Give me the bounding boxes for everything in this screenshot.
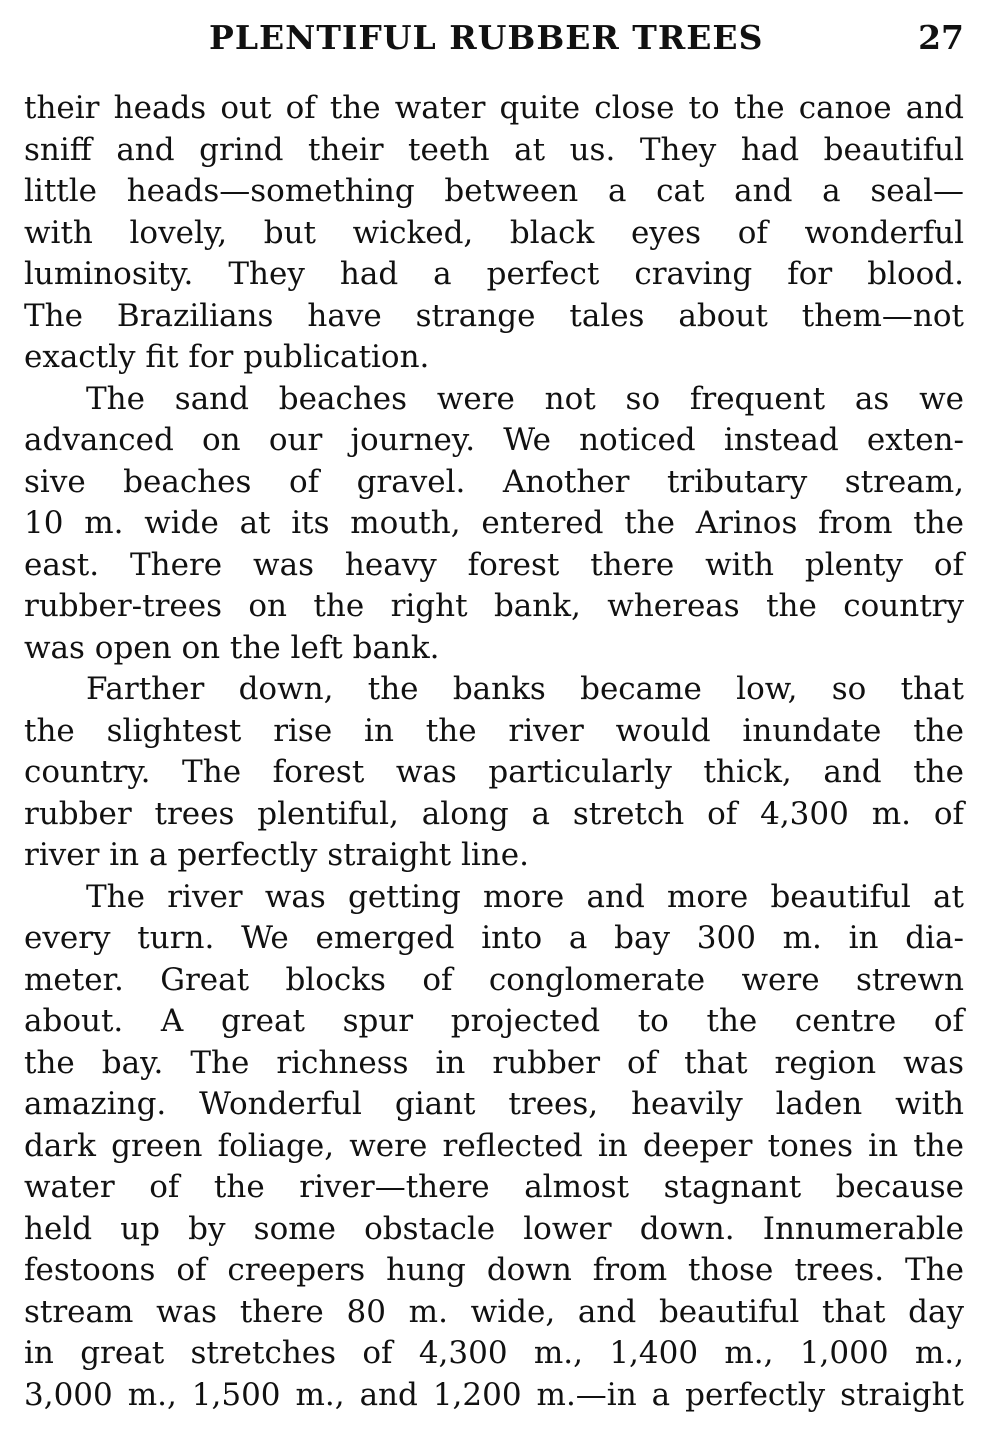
text-line: 10 m. wide at its mouth, entered the Arinos from the: [24, 505, 964, 541]
page-number: 27: [918, 18, 964, 57]
text-line: sive beaches of gravel. Another tributary stream,: [24, 463, 964, 500]
text-line: advanced on our journey. We noticed instead exten-: [24, 422, 964, 458]
text-line: country. The forest was particularly thick, and the: [24, 754, 964, 790]
text-line: every turn. We emerged into a bay 300 m. in dia-: [24, 920, 964, 956]
text-line: about. A great spur projected to the centre of: [24, 1003, 964, 1039]
text-line: amazing. Wonderful giant trees, heavily laden with: [24, 1086, 964, 1122]
text-line: sniff and grind their teeth at us. They had beautiful: [24, 131, 964, 168]
text-line: luminosity. They had a perfect craving for blood.: [24, 256, 964, 292]
text-line: exactly fit for publication.: [24, 339, 430, 375]
text-line: The Brazilians have strange tales about them—not: [24, 297, 964, 334]
text-line: 3,000 m., 1,500 m., and 1,200 m.—in a perfectly straight: [24, 1376, 964, 1413]
running-head: [24, 18, 964, 68]
text-line: the slightest rise in the river would inundate the: [24, 712, 964, 749]
text-line: Farther down, the banks became low, so that: [86, 671, 964, 707]
text-line: the bay. The richness in rubber of that region was: [24, 1044, 964, 1081]
text-line: river in a perfectly straight line.: [24, 837, 529, 873]
text-line: dark green foliage, were reflected in deeper tones in the: [24, 1127, 964, 1164]
text-line: with lovely, but wicked, black eyes of wonderful: [24, 214, 964, 251]
text-line: The river was getting more and more beautiful at: [86, 878, 964, 915]
text-line: The sand beaches were not so frequent as we: [86, 380, 964, 417]
running-head-title: PLENTIFUL RUBBER TREES: [209, 18, 764, 57]
text-line: water of the river—there almost stagnant because: [24, 1169, 964, 1205]
text-line: festoons of creepers hung down from those trees. The: [24, 1252, 964, 1288]
text-line: meter. Great blocks of conglomerate were strewn: [24, 961, 964, 998]
text-line: east. There was heavy forest there with plenty of: [24, 546, 964, 583]
text-line: rubber-trees on the right bank, whereas the country: [24, 588, 964, 624]
text-line: rubber trees plentiful, along a stretch of 4,300 m. of: [24, 795, 964, 832]
text-line: was open on the left bank.: [24, 629, 440, 666]
text-line: little heads—something between a cat and a seal—: [24, 173, 964, 209]
body-text: [24, 88, 964, 1416]
text-line: their heads out of the water quite close to the canoe and: [24, 90, 964, 126]
text-line: stream was there 80 m. wide, and beautiful that day: [24, 1293, 964, 1330]
text-line: in great stretches of 4,300 m., 1,400 m., 1,000 m.,: [24, 1335, 964, 1371]
text-line: held up by some obstacle lower down. Innumerable: [24, 1210, 964, 1247]
